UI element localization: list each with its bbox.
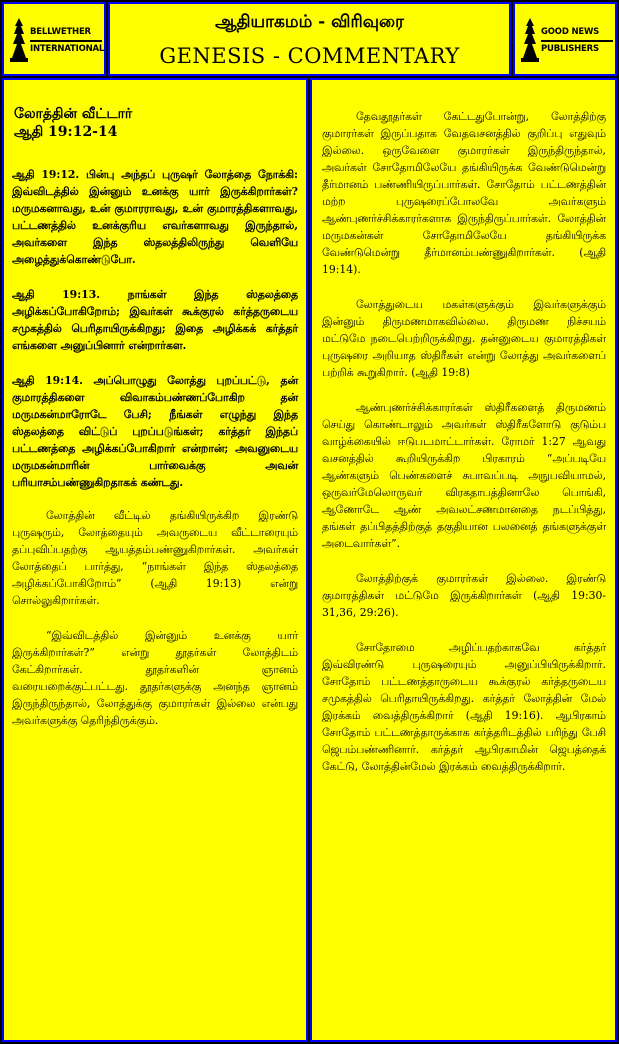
header-title-box	[108, 2, 511, 76]
good-news-logo	[521, 14, 611, 66]
logo-right-line1: GOOD NEWS	[541, 25, 613, 42]
verse-19-13: ஆதி 19:13. நாங்கள் இந்த ஸ்தலத்தை அழிக்கப்போகிறோம்; இவர்கள் கூக்குரல் கர்த்தருடைய சமுகத்தில் பெரிதாயிருக்கிறது; இதை அழிக்கக் கர்த்தர் எங்களை அனுப்பினார் என்றார்கள.	[12, 288, 298, 352]
logo-right-line2: PUBLISHERS	[541, 44, 599, 54]
commentary-paragraph: தேவதூதர்கள் கேட்டதுபோன்று, லோத்திற்கு குமாரர்கள் இருப்பதாக வேதவசனத்தில் குறிப்பு எதுவும் இல்லை. ஒருவேளை குமாரர்கள் இருந்திருந்தால், அவர்கள் சோதோமிலேயே தங்கியிருக்க வேண்டுமென்று தீர்மானம் பண்ணியிருப்பார்கள். சோதோம் பட்டணத்தின் மற்ற புருஷரைப்போலவே அவர்களும் ஆண்புணர்ச்சிக்காரர்களாக இருந்திருப்பார்கள். லோத்தின் மருமகன்கள் சோதோமிலேயே தங்கியிருக்க வேண்டுமென்று தீர்மானம்பண்ணுகிறார்கள். (ஆதி 19:14).	[322, 110, 606, 276]
right-column	[310, 78, 617, 1042]
left-column	[2, 78, 308, 1042]
verse-19-12: ஆதி 19:12. பின்பு அந்தப் புருஷர் லோத்தை நோக்கி: இவ்விடத்தில் இன்னும் உனக்கு யார் இருக்கிறார்கள்? மருமகனாவது, உன் குமாரராவது, உன் குமாரத்திகளாவது, பட்டணத்தில் உனக்குரிய எவர்களாவது இருந்தால், அவர்களை இந்த ஸ்தலத்திலிருந்து வெளியே அழைத்துக்கொண்டுபோ.	[12, 168, 298, 266]
section-heading-reference: ஆதி 19:12-14	[14, 124, 118, 140]
page-title-tamil: ஆதியாகமம் - விரிவுரை	[215, 12, 404, 32]
logo-left-line2: INTERNATIONAL	[30, 44, 105, 54]
header-right-logo-box	[513, 2, 617, 76]
section-heading	[14, 105, 298, 141]
bellwether-logo	[10, 14, 105, 66]
header-left-logo-box	[2, 2, 106, 76]
commentary-paragraph: லோத்திற்குக் குமாரர்கள் இல்லை. இரண்டு குமாரத்திகள் மட்டுமே இருக்கிறார்கள் (ஆதி 19:30-31,36, 29:26).	[322, 572, 606, 619]
commentary-paragraph: சோதோமை அழிப்பதற்காகவே கர்த்தர் இவ்விரண்டு புருஷரையும் அனுப்பியிருக்கிறார். சோதோம் பட்டணத்தாருடைய கூக்குரல் கர்த்தருடைய சமுகத்தில் பெரிதாயிருக்கிறது. கர்த்தர் லோத்தின் மேல் இரக்கம் வைத்திருக்கிறார் (ஆதி 19:16). ஆபிரகாம் சோதோம் பட்டணத்தாருக்காக கர்த்தரிடத்தில் பரிந்து பேசி ஜெபம்பண்ணினார். கர்த்தர் ஆபிரகாமின் ஜெபத்தைக் கேட்டு, லோத்தின்மேல் இரக்கம் வைத்திருக்கிறார்.	[322, 641, 606, 773]
commentary-paragraph: லோத்துடைய மகள்களுக்கும் இவர்களுக்கும் இன்னும் திருமணமாகவில்லை. திருமண நிச்சயம் மட்டுமே நடைபெற்றிருக்கிறது. தன்னுடைய குமாரத்திகள் புருஷரை அறியாத ஸ்திரீகள் என்று லோத்து அவர்களைப் பற்றிக் கூறுகிறார். (ஆதி 19:8)	[322, 298, 606, 379]
commentary-paragraph: “இவ்விடத்தில் இன்னும் உனக்கு யார் இருக்கிறார்கள்?” என்று தூதர்கள் லோத்திடம் கேட்கிறார்கள். தூதர்களின் ஞானம் வரையறைக்குட்பட்டது. தூதர்களுக்கு அனந்த ஞானம் இருந்திருந்தால், லோத்துக்கு குமாரர்கள் இல்லை என்பது அவர்களுக்கு தெரிந்திருக்கும்.	[12, 629, 298, 727]
good-news-emblem-icon	[521, 18, 539, 62]
section-heading-title: லோத்தின் வீட்டார்	[14, 106, 133, 122]
commentary-paragraph: லோத்தின் வீட்டில் தங்கியிருக்கிற இரண்டு புருஷரும், லோத்தையும் அவருடைய வீட்டாரையும் தப்புவிப்பதற்கு ஆயத்தம்பண்ணுகிறார்கள். அவர்கள் லோத்தைப் பார்த்து, “நாங்கள் இந்த ஸ்தலத்தை அழிக்கப்போகிறோம்” (ஆதி 19:13) என்று சொல்லுகிறார்கள்.	[12, 509, 298, 607]
commentary-paragraph: ஆண்புணர்ச்சிக்காரர்கள் ஸ்திரீகளைத் திருமணம் செய்து கொண்டாலும் அவர்கள் ஸ்திரீகளோடு குடும்ப வாழ்க்கையில் ஈடுபடமாட்டார்கள். ரோமர் 1:27 ஆவது வசனத்தில் கூறியிருக்கிற பிரகாரம் “அப்படியே ஆண்களும் பெண்களைச் சுபாவப்படி அநுபவியாமல், ஒருவர்மேலொருவர் விரகதாபத்தினாலே பொங்கி, ஆணோடே ஆண் அவலட்சணமானதை நடப்பித்து, தங்கள் தப்பிதத்திற்குத் தகுதியான பலனைத் தங்களுக்குள் அடைவார்கள்”.	[322, 401, 606, 550]
verse-19-14: ஆதி 19:14. அப்பொழுது லோத்து புறப்பட்டு, தன் குமாரத்திகளை விவாகம்பண்ணப்போகிற தன் மருமகன்மாரோடே பேசி; நீங்கள் எழுந்து இந்த ஸ்தலத்தை விட்டுப் புறப்படுங்கள்; கர்த்தர் இந்தப் பட்டணத்தை அழிக்கப்போகிறார் என்றான்; அவனுடைய மருமகன்மாரின் பார்வைக்கு அவன் பரியாசம்பண்ணுகிறதாகக் கண்டது.	[12, 374, 298, 489]
logo-left-line1: BELLWETHER	[30, 25, 102, 42]
bellwether-emblem-icon	[10, 18, 28, 62]
page-title-english: GENESIS - COMMENTARY	[159, 44, 460, 68]
